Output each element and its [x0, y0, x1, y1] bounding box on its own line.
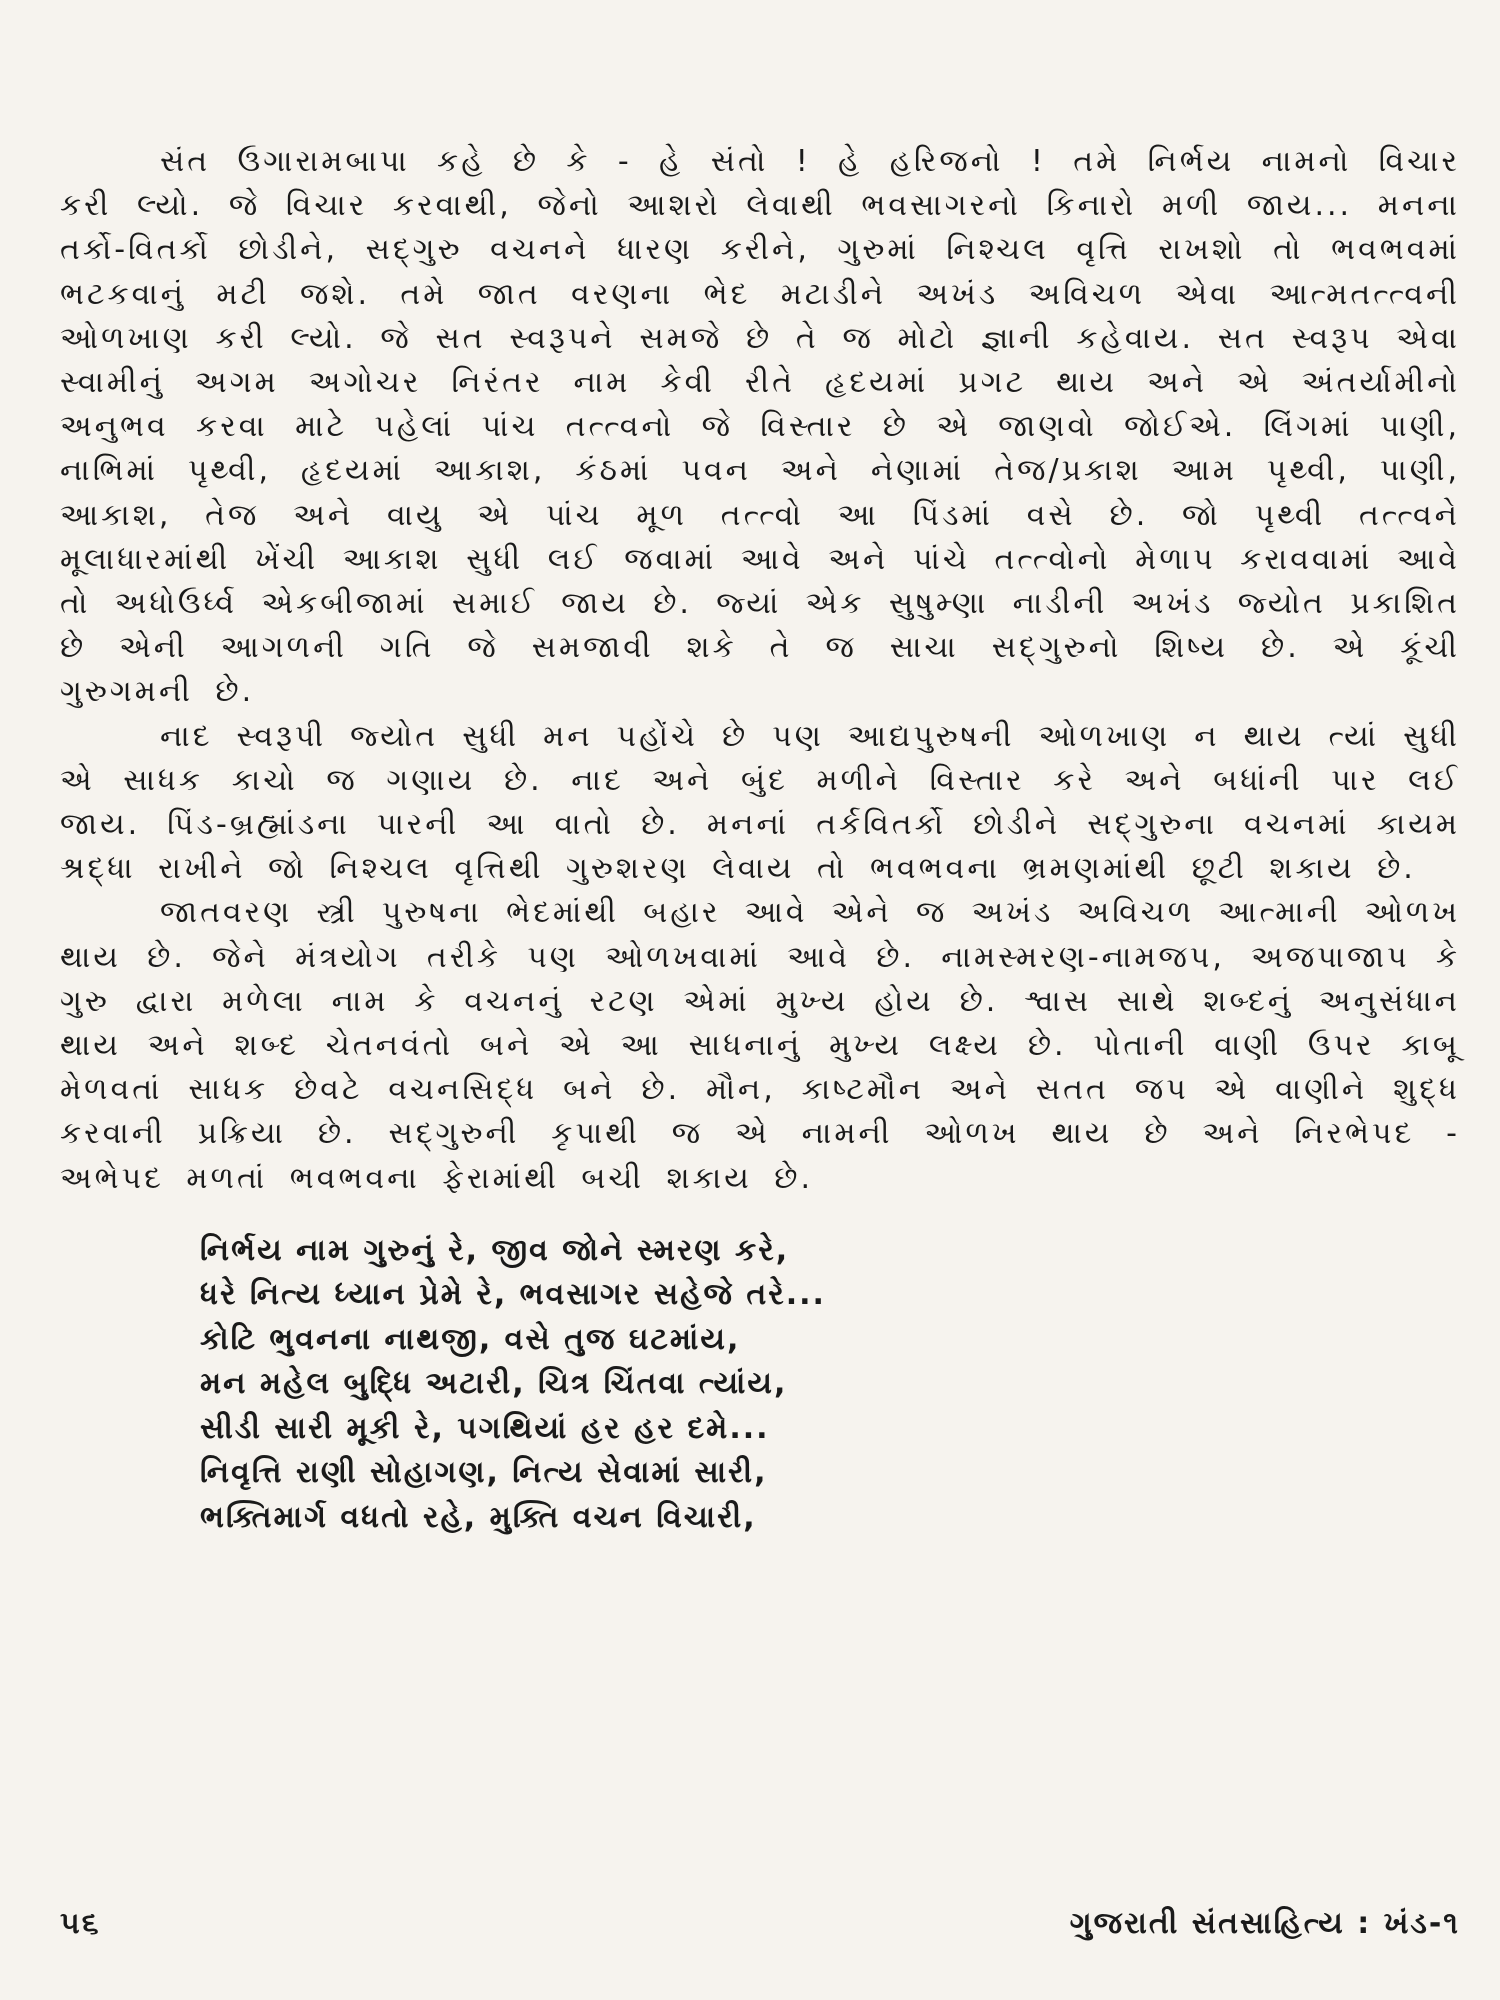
verse-line: સીડી સારી મૂકી રે, પગથિયાં હર હર દમે... [200, 1410, 770, 1446]
book-title: ગુજરાતી સંતસાહિત્ય : ખંડ-૧ [1069, 1906, 1460, 1941]
page-footer [60, 1906, 1460, 1941]
page-number: ૫૬ [60, 1906, 101, 1941]
verse-line: નિવૃત્તિ રાણી સોહાગણ, નિત્ય સેવામાં સારી, [200, 1455, 768, 1491]
paragraph-3: જાતવરણ સ્ત્રી પુરુષના ભેદમાંથી બહાર આવે એને જ અખંડ અવિચળ આત્માની ઓળખ થાય છે. જેને મંત્રયોગ તરીકે પણ ઓળખવામાં આવે છે. નામસ્મરણ-નામજપ, અજપાજાપ કે ગુરુ દ્વારા મળેલા નામ કે વચનનું રટણ એમાં મુખ્ય હોય છે. શ્વાસ સાથે શબ્દનું અનુસંધાન થાય અને શબ્દ ચેતનવંતો બને એ આ સાધનાનું મુખ્ય લક્ષ્ય છે. પોતાની વાણી ઉપર કાબૂ મેળવતાં સાધક છેવટે વચનસિદ્ધ બને છે. મૌન, કાષ્ટમૌન અને સતત જપ એ વાણીને શુદ્ધ કરવાની પ્રક્રિયા છે. સદ્‌ગુરુની કૃપાથી જ એ નામની ઓળખ થાય છે અને નિરભેપદ - અભેપદ મળતાં ભવભવના ફેરામાંથી બચી શકાય છે. [60, 895, 1460, 1196]
paragraph-2: નાદ સ્વરૂપી જ્યોત સુધી મન પહોંચે છે પણ આદ્યપુરુષની ઓળખાણ ન થાય ત્યાં સુધી એ સાધક કાચો જ ગણાય છે. નાદ અને બુંદ મળીને વિસ્તાર કરે અને બધાંની પાર લઈ જાય. પિંડ-બ્રહ્માંડના પારની આ વાતો છે. મનનાં તર્કવિતર્કો છોડીને સદ્‌ગુરુના વચનમાં કાયમ શ્રદ્ધા રાખીને જો નિશ્ચલ વૃત્તિથી ગુરુશરણ લેવાય તો ભવભવના ભ્રમણમાંથી છૂટી શકાય છે. [60, 718, 1460, 887]
verse-line: મન મહેલ બુદ્ધિ અટારી, ચિત્ર ચિંતવા ત્યાંય, [200, 1366, 788, 1402]
verse-block [200, 1229, 1460, 1541]
verse-line: ભક્તિમાર્ગ વધતો રહે, મુક્તિ વચન વિચારી, [200, 1499, 757, 1535]
paragraph-1: સંત ઉગારામબાપા કહે છે કે - હે સંતો ! હે હરિજનો ! તમે નિર્ભય નામનો વિચાર કરી લ્યો. જે વિચાર કરવાથી, જેનો આશરો લેવાથી ભવસાગરનો કિનારો મળી જાય... મનના તર્કો-વિતર્કો છોડીને, સદ્‌ગુરુ વચનને ધારણ કરીને, ગુરુમાં નિશ્ચલ વૃત્તિ રાખશો તો ભવભવમાં ભટકવાનું મટી જશે. તમે જાત વરણના ભેદ મટાડીને અખંડ અવિચળ એવા આત્મતત્ત્વની ઓળખાણ કરી લ્યો. જે સત સ્વરૂપને સમજે છે તે જ મોટો જ્ઞાની કહેવાય. સત સ્વરૂપ એવા સ્વામીનું અગમ અગોચર નિરંતર નામ કેવી રીતે હૃદયમાં પ્રગટ થાય અને એ અંતર્યામીનો અનુભવ કરવા માટે પહેલાં પાંચ તત્ત્વનો જે વિસ્તાર છે એ જાણવો જોઈએ. લિંગમાં પાણી, નાભિમાં પૃથ્વી, હૃદયમાં આકાશ, કંઠમાં પવન અને નેણામાં તેજ/પ્રકાશ આમ પૃથ્વી, પાણી, આકાશ, તેજ અને વાયુ એ પાંચ મૂળ તત્ત્વો આ પિંડમાં વસે છે. જો પૃથ્વી તત્ત્વને મૂલાધારમાંથી ખેંચી આકાશ સુધી લઈ જવામાં આવે અને પાંચે તત્ત્વોનો મેળાપ કરાવવામાં આવે તો અધોઉર્ધ્વ એકબીજામાં સમાઈ જાય છે. જ્યાં એક સુષુમ્ણા નાડીની અખંડ જ્યોત પ્રકાશિત છે એની આગળની ગતિ જે સમજાવી શકે તે જ સાચા સદ્‌ગુરુનો શિષ્ય છે. એ કૂંચી ગુરુગમની છે. [60, 144, 1460, 710]
verse-line: કોટિ ભુવનના નાથજી, વસે તુજ ઘટમાંય, [200, 1321, 741, 1357]
verse-line: નિર્ભય નામ ગુરુનું રે, જીવ જોને સ્મરણ કરે, [200, 1232, 790, 1268]
verse-line: ધરે નિત્ય ધ્યાન પ્રેમે રે, ભવસાગર સહેજે તરે... [200, 1277, 826, 1313]
